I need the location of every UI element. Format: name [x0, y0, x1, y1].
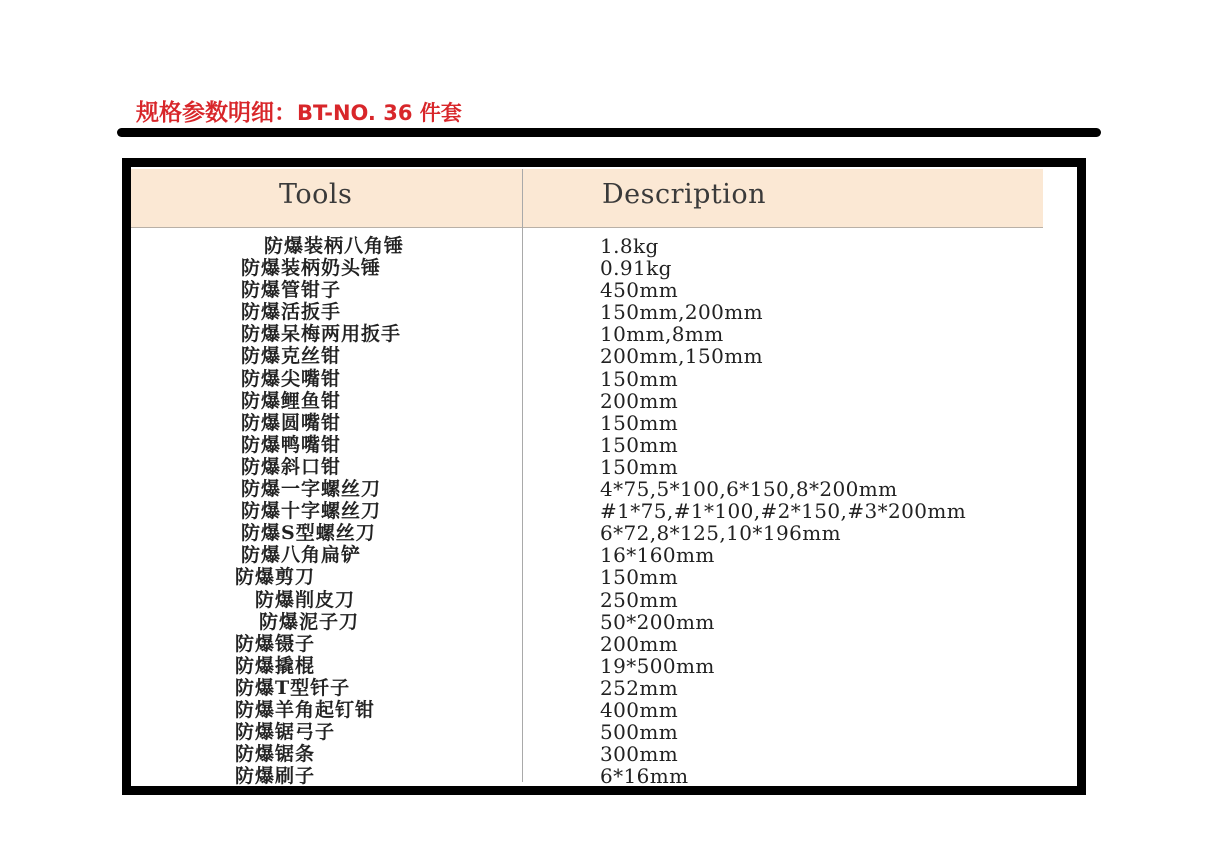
tool-name: 防爆斜口钳 [241, 455, 342, 478]
tool-name: 防爆泥子刀 [259, 610, 360, 633]
table-row [131, 743, 1071, 765]
table-row [131, 235, 1071, 257]
tool-description: 6*72,8*125,10*196mm [600, 521, 841, 546]
table-row [131, 677, 1071, 699]
table-row [131, 456, 1071, 478]
table-row [131, 368, 1071, 390]
table-row [131, 323, 1071, 345]
tool-description: 200mm [600, 388, 679, 413]
table-row [131, 721, 1071, 743]
tool-description: 4*75,5*100,6*150,8*200mm [600, 477, 898, 502]
table-row [131, 633, 1071, 655]
tool-description: 450mm [600, 278, 679, 303]
table-row [131, 655, 1071, 677]
tool-description: 150mm [600, 454, 679, 479]
tool-name: 防爆鸭嘴钳 [241, 433, 342, 456]
table-row [131, 500, 1071, 522]
tool-description: 1.8kg [600, 234, 659, 258]
tool-name: 防爆削皮刀 [255, 588, 356, 611]
table-row [131, 544, 1071, 566]
tool-name: 防爆活扳手 [241, 301, 342, 324]
tool-description: 0.91kg [600, 256, 672, 281]
tool-name: 防爆管钳子 [241, 279, 342, 302]
header-tools: Tools [279, 179, 353, 210]
tool-name: 防爆克丝钳 [241, 345, 342, 368]
tool-description: 19*500mm [600, 653, 715, 678]
heading-model: BT-NO. 36 件套 [297, 101, 462, 125]
tool-description: 200mm,150mm [600, 344, 763, 369]
table-row [131, 765, 1071, 787]
table-header-band [131, 169, 1043, 228]
tool-description: 150mm [600, 432, 679, 457]
tool-name: 防爆锯条 [235, 743, 316, 766]
tool-name: 防爆刷子 [235, 765, 316, 788]
tool-description: 300mm [600, 742, 679, 767]
table-body [131, 235, 1071, 787]
tool-name: 防爆S型螺丝刀 [241, 522, 376, 545]
tool-name: 防爆装柄奶头锤 [241, 257, 382, 280]
table-row [131, 257, 1071, 279]
tool-name: 防爆装柄八角锤 [264, 235, 405, 257]
tool-description: 150mm [600, 565, 679, 590]
table-row [131, 699, 1071, 721]
tool-description: 250mm [600, 587, 679, 612]
tool-description: 6*16mm [600, 764, 689, 789]
tool-description: 150mm [600, 410, 679, 435]
tool-name: 防爆镊子 [235, 632, 316, 655]
tool-name: 防爆剪刀 [235, 566, 316, 589]
table-row [131, 434, 1071, 456]
tool-name: 防爆十字螺丝刀 [241, 500, 382, 523]
heading-underline [117, 128, 1101, 137]
tool-name: 防爆呆梅两用扳手 [241, 323, 402, 346]
table-row [131, 611, 1071, 633]
table-row [131, 412, 1071, 434]
tool-description: 50*200mm [600, 609, 715, 634]
table-row [131, 566, 1071, 588]
table-row [131, 522, 1071, 544]
table-row [131, 478, 1071, 500]
tool-name: 防爆羊角起钉钳 [235, 698, 376, 721]
tool-name: 防爆T型钎子 [235, 676, 351, 699]
tool-description: 200mm [600, 631, 679, 656]
header-description: Description [602, 179, 767, 210]
tool-description: 16*160mm [600, 543, 715, 568]
tool-description: 150mm,200mm [600, 300, 763, 325]
tool-description: 400mm [600, 697, 679, 722]
spec-table [122, 158, 1086, 795]
table-row [131, 279, 1071, 301]
tool-name: 防爆八角扁铲 [241, 544, 362, 567]
table-row [131, 390, 1071, 412]
table-row [131, 589, 1071, 611]
table-row [131, 301, 1071, 323]
tool-name: 防爆撬棍 [235, 654, 316, 677]
tool-description: #1*75,#1*100,#2*150,#3*200mm [600, 499, 967, 524]
tool-name: 防爆鲤鱼钳 [241, 389, 342, 412]
page-heading [136, 94, 462, 127]
heading-title: 规格参数明细： [136, 100, 297, 126]
tool-name: 防爆圆嘴钳 [241, 411, 342, 434]
table-row [131, 345, 1071, 367]
tool-description: 10mm,8mm [600, 322, 724, 347]
tool-description: 252mm [600, 675, 679, 700]
tool-name: 防爆一字螺丝刀 [241, 478, 382, 501]
tool-name: 防爆尖嘴钳 [241, 367, 342, 390]
tool-name: 防爆锯弓子 [235, 721, 336, 744]
tool-description: 150mm [600, 366, 679, 391]
tool-description: 500mm [600, 720, 679, 745]
